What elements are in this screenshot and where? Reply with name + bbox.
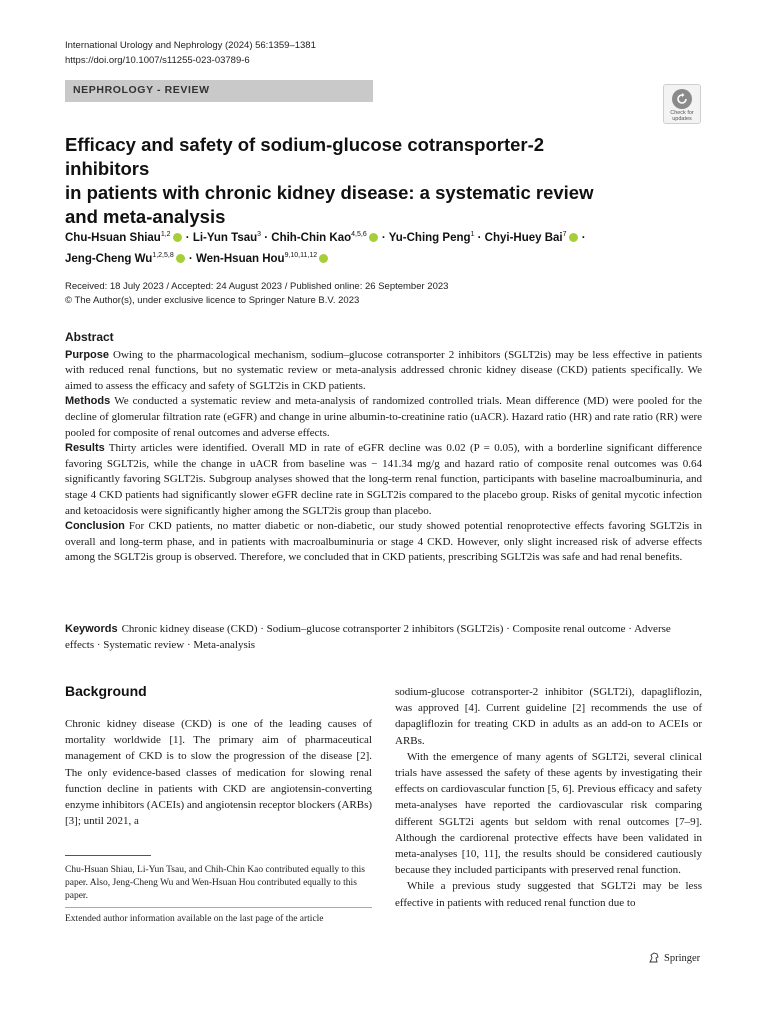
title-line-2: in patients with chronic kidney disease: a systematic review (65, 182, 594, 203)
updates-label: updates (672, 116, 692, 122)
publisher-name: Springer (664, 952, 701, 964)
author-affiliation: 3 (257, 231, 262, 238)
abstract-conclusion (65, 519, 702, 566)
contribution-footnote: Chu-Hsuan Shiau, Li-Yun Tsau, and Chih-Chin Kao contributed equally to this paper. Also, Jeng-Cheng Wu and Wen-Hsuan Hou contributed equally to this paper. (65, 865, 365, 901)
footnote-divider (65, 855, 151, 856)
background-paragraph-2: sodium-glucose cotransporter-2 inhibitor (SGLT2i), dapagliflozin, was approved [4]. Current guideline [2] recommends the use of dapagliflozin for treating CKD in adults as an add-on to ACEIs or ARBs. (395, 686, 702, 747)
author-name[interactable]: Jeng-Cheng Wu (65, 252, 153, 265)
author-name[interactable]: Chu-Hsuan Shiau (65, 231, 161, 244)
abstract-section (65, 330, 702, 566)
orcid-icon[interactable] (369, 233, 378, 242)
results-text: Thirty articles were identified. Overall MD in rate of eGFR decline was 0.02 (P = 0.05), with a borderline significant difference favoring SGLT2is, while the change in uACR from baseline was − 141.34 mg/g and hazard ratio of composite renal outcomes was 0.64 significantly favoring SGLT2is. Subgroup analyses showed that the long-term renal function, participants with baseline macroalbuminuria, and stage 4 CKD patients had significantly slower eGFR decline rate in SGLT2is compared to the placebo group. Risks of genital mycotic infection and ketoacidosis were significantly higher among the SGLT2is group than placebo. (65, 442, 702, 517)
author-name[interactable]: Chih-Chin Kao (271, 231, 352, 244)
author-name[interactable]: Wen-Hsuan Hou (195, 252, 285, 265)
author-affiliation: 7 (562, 231, 567, 238)
orcid-icon[interactable] (319, 254, 328, 263)
methods-label: Methods (65, 395, 111, 408)
purpose-text: Owing to the pharmacological mechanism, sodium–glucose cotransporter 2 inhibitors (SGLT2is) may be less effective in patients with reduced renal functions, but no systematic review or meta-analysis addressed chronic kidney disease (CKD) patients specifically. We aimed to assess the efficacy and safety of SGLT2is in CKD patients. (65, 348, 702, 392)
article-title (65, 133, 625, 229)
history-dates: Received: 18 July 2023 / Accepted: 24 August 2023 / Published online: 26 September 2023 (65, 281, 449, 292)
keywords-text: Chronic kidney disease (CKD) · Sodium–glucose cotransporter 2 inhibitors (SGLT2is) · Composite renal outcome · Adverse effects · Systematic review · Meta-analysis (65, 623, 671, 651)
footnote-divider (65, 907, 372, 908)
section-label: NEPHROLOGY - REVIEW (65, 80, 373, 102)
orcid-icon[interactable] (176, 254, 185, 263)
conclusion-label: Conclusion (65, 520, 125, 533)
abstract-methods (65, 394, 702, 441)
background-paragraph-1: Chronic kidney disease (CKD) is one of the leading causes of mortality worldwide [1]. The primary aim of pharmaceutical management of CKD is to slow the progression of the disease [2]. The only evidence-based classes of medication for slowing renal function decline in patients with CKD are angiotensin-converting enzyme inhibitors (ACEIs) and angiotensin receptor blockers (ARBs) [3]; until 2021, a (65, 718, 373, 828)
title-line-1: Efficacy and safety of sodium-glucose cotransporter-2 inhibitors (65, 134, 545, 179)
copyright-notice: © The Author(s), under exclusive licence to Springer Nature B.V. 2023 (65, 295, 360, 306)
author-affiliation: 1,2,5,8 (152, 251, 174, 259)
author-name[interactable]: Li-Yun Tsau (192, 231, 258, 244)
left-column (65, 716, 372, 829)
author-name[interactable]: Yu-Ching Peng (388, 231, 471, 244)
right-column (395, 684, 702, 911)
refresh-icon (672, 89, 692, 109)
springer-horse-icon (648, 952, 660, 964)
orcid-icon[interactable] (173, 233, 182, 242)
keywords-section (65, 621, 702, 653)
check-for-label: Check for (670, 110, 694, 116)
purpose-label: Purpose (65, 348, 110, 361)
author-list: Chu-Hsuan Shiau$^{1,2}$ · Li-Yun Tsau$^3$ · Chih-Chin Kao$^{4,5,6}$ · Yu-Ching Peng$^1$ · Chyi-Huey Bai$^7$ · Jeng-Cheng Wu$^{1,2,5,8}$ · Wen-Hsuan Hou$^{9,10,11,12}$ (65, 231, 586, 265)
author-affiliation: 4,5,6 (351, 231, 367, 238)
check-for-updates-button[interactable] (663, 84, 701, 124)
conclusion-text: For CKD patients, no matter diabetic or non-diabetic, our study showed potential renoprotective effects favoring SGLT2is in overall and long-term phase, and in patients with macroalbuminuria or stage 4 CKD. However, only slight increased risk of adverse effects among the SGLT2is group is observed. Therefore, we concluded that in CKD patients, prescribing SGLT2is was safe and had renal benefits. (65, 520, 702, 564)
publisher-logo (648, 952, 700, 964)
author-name[interactable]: Chyi-Huey Bai (484, 231, 563, 244)
extended-author-info-note: Extended author information available on the last page of the article (65, 914, 324, 924)
abstract-heading: Abstract (65, 330, 114, 344)
results-label: Results (65, 442, 105, 455)
author-affiliation: 9,10,11,12 (284, 251, 318, 259)
background-paragraph-4: While a previous study suggested that SGLT2i may be less effective in patients with reduced renal function due to (395, 880, 702, 909)
journal-citation: International Urology and Nephrology (2024) 56:1359–1381 (65, 40, 316, 51)
orcid-icon[interactable] (569, 233, 578, 242)
keywords-label: Keywords (65, 623, 118, 635)
background-paragraph-3: With the emergence of many agents of SGLT2i, several clinical trials have assessed the safety of these agents by investigating their effects on cardiovascular function [5, 6]. Previous efficacy and safety meta-analyses have reported the cardiovascular risk comparing different SGLT2i agents but seldom with renal outcomes [7–9]. Although the cardiorenal protective effects have been validated in meta-analyses [10, 11], the results should be considered cautiously because they included participants with preserved renal function. (395, 750, 702, 877)
author-affiliation: 1 (470, 231, 475, 238)
background-heading: Background (65, 683, 147, 699)
publication-dates (65, 280, 448, 308)
author-affiliation: 1,2 (160, 231, 171, 238)
methods-text: We conducted a systematic review and meta-analysis of randomized controlled trials. Mean difference (MD) were pooled for the decline of glomerular filtration rate (eGFR) and change in urine albumin-to-creatinine ratio (uACR). Hazard ratio (HR) and rate ratio (RR) were pooled for composite of renal outcomes and adverse effects. (65, 395, 702, 439)
doi-link[interactable]: https://doi.org/10.1007/s11255-023-03789-6 (65, 55, 250, 66)
abstract-purpose (65, 348, 702, 395)
title-line-3: and meta-analysis (65, 206, 226, 227)
abstract-results (65, 441, 702, 519)
